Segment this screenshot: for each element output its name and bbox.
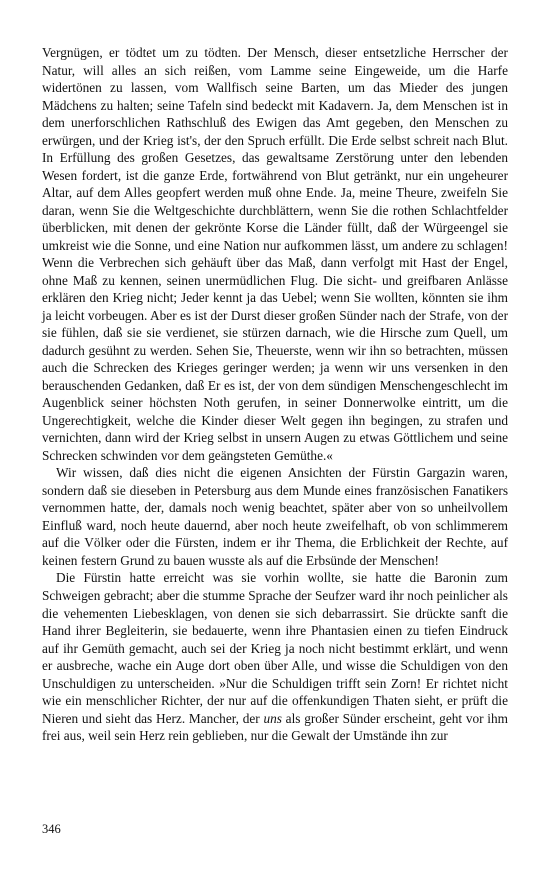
page-body	[42, 44, 508, 745]
emphasis-uns: uns	[263, 710, 282, 726]
page-number: 346	[42, 822, 61, 836]
paragraph-2: Wir wissen, daß dies nicht die eigenen Ansichten der Fürstin Gargazin waren, sondern daß sie dieseben in Petersburg aus dem Munde eines französischen Fanatikers vernommen hatte, der, damals noch wenig beachtet, später aber von so unheilvollem Einfluß ward, noch heute dauernd, aber noch heute zweifelhaft, ob von schlimmerem auf die Völker oder die Fürsten, indem er ihr Thema, die Erblichkeit der Rechte, auf keinen festern Grund zu bauen wusste als auf die Erbsünde der Menschen!	[42, 465, 508, 568]
paragraph-3-text-b: als großer Sünder erscheint, geht vor ihm frei aus, weil sein Herz rein geblieben, nur die Gewalt der Umstände ihn zur	[42, 710, 508, 744]
paragraph-3	[42, 569, 508, 744]
paragraph-1: Vergnügen, er tödtet um zu tödten. Der Mensch, dieser entsetzliche Herrscher der Natur, will alles an sich reißen, vom Lamme seine Eingeweide, um die Harfe widertönen zu lassen, vom Wallfisch seine Barten, um das Mieder des jungen Mädchens zu halten; seine Tafeln sind bedeckt mit Kadavern. Ja, dem Menschen ist in dem unerforschlichen Rathschluß des Ewigen das Amt gegeben, den Menschen zu erwürgen, und der Krieg ist's, der den Spruch erfüllt. Die Erde selbst schreit nach Blut. In Erfüllung des großen Gesetzes, das gewaltsame Zerstörung unter den lebenden Wesen fordert, ist die ganze Erde, fortwährend von Blut getränkt, nur ein ungeheurer Altar, auf dem Alles geopfert werden muß ohne Ende. Ja, meine Theure, zweifeln Sie daran, wenn Sie die Weltgeschichte durchblättern, wenn Sie die rothen Schlachtfelder überblicken, mit denen der gekrönte Korse die Länder füllt, daß der Würgeengel sie umkreist wie die Sonne, und eine Nation nur aufkommen lässt, um andere zu schlagen! Wenn die Verbrechen sich gehäuft über das Maß, dann verfolgt mit Hast der Engel, ohne Maß zu kennen, seinen unermüdlichen Flug. Die sicht- und greifbaren Anlässe erklären den Krieg nicht; Jeder kennt ja das Uebel; wenn Sie wollten, könnten sie ihm ja leicht vorbeugen. Aber es ist der Durst dieser großen Sünder nach der Strafe, von der sie fühlen, daß sie sie verdienet, sie stürzen darnach, wie die Hirsche zum Quell, um dadurch gesühnt zu werden. Sehen Sie, Theuerste, wenn wir ihn so betrachten, müssen auch die Schrecken des Krieges geringer werden; ja wenn wir uns versenken in den berauschenden Gedanken, daß Er es ist, der von dem sündigen Menschengeschlecht im Augenblick seiner höchsten Noth gerufen, in seiner Donnerwolke eintritt, um die Ungerechtigkeit, welche die Kinder dieser Welt gegen ihn begingen, zu strafen und vernichten, dann wird der Krieg selbst in unsern Augen zu etwas Göttlichem und seine Schrecken schwinden vor dem geängsteten Gemüthe.«	[42, 45, 508, 463]
paragraph-3-text-a: Die Fürstin hatte erreicht was sie vorhin wollte, sie hatte die Baronin zum Schweigen gebracht; aber die stumme Sprache der Seufzer ward ihr noch peinlicher als die vehementen Liebesklagen, von denen sie sich debarrassirt. Sie drückte sanft die Hand ihrer Begleiterin, sie bedauerte, wenn ihre Phantasien einen zu tiefen Eindruck auf ihr Gemüth gemacht, auch sei der Krieg ja noch nicht bestimmt erklärt, und wenn er ausbreche, wache ein Auge dort oben über Alle, und wisse die Schuldigen von den Unschuldigen zu unterscheiden. »Nur die Schuldigen trifft sein Zorn! Er richtet nicht wie ein menschlicher Richter, der nur auf die offenkundigen Thaten sieht, er prüft die Nieren und sieht das Herz. Mancher, der	[42, 570, 508, 726]
